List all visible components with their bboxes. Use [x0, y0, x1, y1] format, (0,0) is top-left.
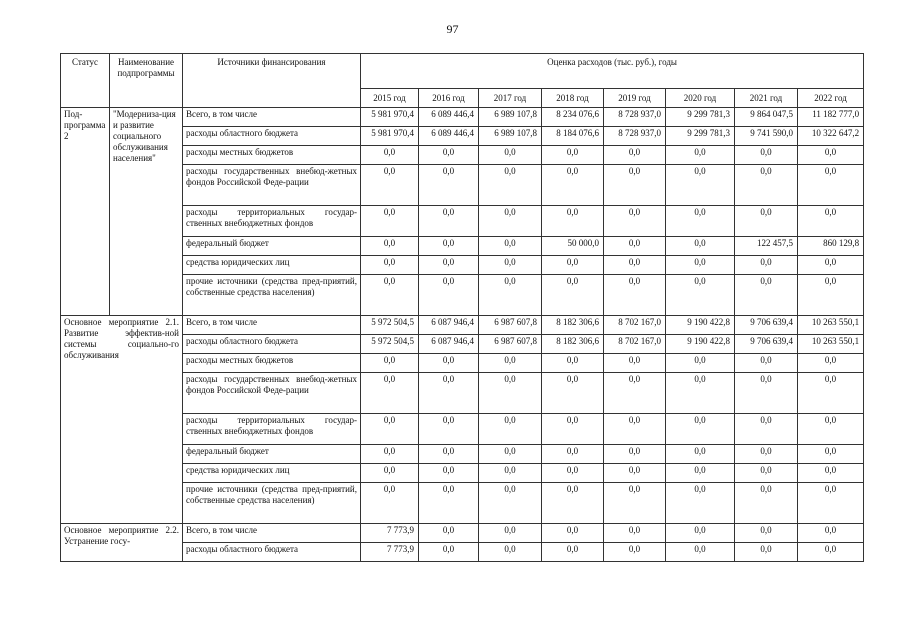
- value-cell: 9 706 639,4: [735, 335, 798, 354]
- value-cell: 8 702 167,0: [604, 316, 666, 335]
- value-cell: 0,0: [735, 464, 798, 483]
- value-cell: 0,0: [479, 165, 542, 206]
- value-cell: 0,0: [419, 464, 479, 483]
- header-sources: Источники финансирования: [183, 54, 361, 108]
- value-cell: 0,0: [604, 543, 666, 562]
- value-cell: 0,0: [666, 165, 735, 206]
- value-cell: 7 773,9: [361, 524, 419, 543]
- header-year: 2016 год: [419, 89, 479, 108]
- value-cell: 0,0: [419, 146, 479, 165]
- value-cell: 0,0: [419, 165, 479, 206]
- source-cell: прочие источники (средства пред-приятий, собственные средства населения): [183, 275, 361, 316]
- value-cell: 0,0: [735, 256, 798, 275]
- header-year: 2017 год: [479, 89, 542, 108]
- value-cell: 0,0: [542, 146, 604, 165]
- source-cell: расходы территориальных государ-ственных внебюджетных фондов: [183, 414, 361, 445]
- value-cell: 0,0: [542, 524, 604, 543]
- value-cell: 0,0: [542, 464, 604, 483]
- value-cell: 0,0: [666, 524, 735, 543]
- source-cell: расходы государственных внебюд-жетных фондов Российской Феде-рации: [183, 165, 361, 206]
- header-year: 2015 год: [361, 89, 419, 108]
- status-cell: Основное мероприятие 2.2. Устранение госу-: [61, 524, 183, 562]
- value-cell: 0,0: [666, 483, 735, 524]
- source-cell: Всего, в том числе: [183, 316, 361, 335]
- value-cell: 0,0: [666, 464, 735, 483]
- value-cell: 8 182 306,6: [542, 335, 604, 354]
- value-cell: 0,0: [542, 483, 604, 524]
- value-cell: 0,0: [798, 464, 864, 483]
- value-cell: 0,0: [666, 237, 735, 256]
- value-cell: 0,0: [604, 354, 666, 373]
- value-cell: 0,0: [735, 354, 798, 373]
- source-cell: прочие источники (средства пред-приятий, собственные средства населения): [183, 483, 361, 524]
- value-cell: 0,0: [604, 165, 666, 206]
- value-cell: 860 129,8: [798, 237, 864, 256]
- value-cell: 0,0: [479, 445, 542, 464]
- header-year: 2019 год: [604, 89, 666, 108]
- header-year: 2018 год: [542, 89, 604, 108]
- value-cell: 0,0: [542, 543, 604, 562]
- value-cell: 0,0: [798, 354, 864, 373]
- source-cell: Всего, в том числе: [183, 108, 361, 127]
- value-cell: 0,0: [798, 373, 864, 414]
- source-cell: средства юридических лиц: [183, 256, 361, 275]
- status-cell: Под-программа 2: [61, 108, 110, 316]
- subprogram-name-cell: "Модерниза-ция и развитие социального обслуживания населения": [110, 108, 183, 316]
- value-cell: 0,0: [419, 524, 479, 543]
- value-cell: 0,0: [542, 373, 604, 414]
- value-cell: 5 972 504,5: [361, 335, 419, 354]
- value-cell: 10 263 550,1: [798, 335, 864, 354]
- value-cell: 9 741 590,0: [735, 127, 798, 146]
- value-cell: 50 000,0: [542, 237, 604, 256]
- value-cell: 0,0: [666, 206, 735, 237]
- value-cell: 0,0: [666, 256, 735, 275]
- value-cell: 0,0: [735, 483, 798, 524]
- value-cell: 6 087 946,4: [419, 316, 479, 335]
- value-cell: 0,0: [361, 275, 419, 316]
- source-cell: федеральный бюджет: [183, 445, 361, 464]
- source-cell: расходы областного бюджета: [183, 543, 361, 562]
- value-cell: 122 457,5: [735, 237, 798, 256]
- value-cell: 0,0: [361, 146, 419, 165]
- value-cell: 0,0: [361, 237, 419, 256]
- value-cell: 6 987 607,8: [479, 335, 542, 354]
- value-cell: 8 184 076,6: [542, 127, 604, 146]
- value-cell: 8 182 306,6: [542, 316, 604, 335]
- source-cell: расходы государственных внебюд-жетных фондов Российской Феде-рации: [183, 373, 361, 414]
- value-cell: 0,0: [735, 543, 798, 562]
- value-cell: 6 989 107,8: [479, 108, 542, 127]
- value-cell: 0,0: [604, 256, 666, 275]
- value-cell: 0,0: [479, 275, 542, 316]
- value-cell: 0,0: [798, 445, 864, 464]
- value-cell: 0,0: [361, 414, 419, 445]
- value-cell: 9 299 781,3: [666, 108, 735, 127]
- value-cell: 0,0: [735, 146, 798, 165]
- header-status: Статус: [61, 54, 110, 108]
- value-cell: 0,0: [735, 165, 798, 206]
- value-cell: 0,0: [542, 256, 604, 275]
- value-cell: 0,0: [798, 165, 864, 206]
- value-cell: 0,0: [361, 354, 419, 373]
- source-cell: расходы местных бюджетов: [183, 354, 361, 373]
- source-cell: расходы местных бюджетов: [183, 146, 361, 165]
- value-cell: 9 190 422,8: [666, 335, 735, 354]
- value-cell: 0,0: [542, 445, 604, 464]
- value-cell: 0,0: [479, 354, 542, 373]
- value-cell: 0,0: [604, 206, 666, 237]
- source-cell: средства юридических лиц: [183, 464, 361, 483]
- source-cell: расходы территориальных государ-ственных внебюджетных фондов: [183, 206, 361, 237]
- table-row: [61, 524, 864, 543]
- source-cell: расходы областного бюджета: [183, 127, 361, 146]
- value-cell: 5 981 970,4: [361, 127, 419, 146]
- value-cell: 10 322 647,2: [798, 127, 864, 146]
- value-cell: 0,0: [419, 445, 479, 464]
- value-cell: 6 087 946,4: [419, 335, 479, 354]
- header-name: Наименование подпрограммы: [110, 54, 183, 108]
- value-cell: 0,0: [419, 414, 479, 445]
- header-year: 2020 год: [666, 89, 735, 108]
- header-year: 2022 год: [798, 89, 864, 108]
- header-year: 2021 год: [735, 89, 798, 108]
- value-cell: 0,0: [419, 237, 479, 256]
- value-cell: 0,0: [479, 373, 542, 414]
- value-cell: 6 987 607,8: [479, 316, 542, 335]
- value-cell: 6 089 446,4: [419, 108, 479, 127]
- source-cell: расходы областного бюджета: [183, 335, 361, 354]
- value-cell: 0,0: [361, 483, 419, 524]
- value-cell: 0,0: [604, 146, 666, 165]
- value-cell: 0,0: [604, 275, 666, 316]
- value-cell: 0,0: [798, 275, 864, 316]
- value-cell: 0,0: [361, 373, 419, 414]
- value-cell: 0,0: [479, 464, 542, 483]
- value-cell: 0,0: [604, 414, 666, 445]
- value-cell: 0,0: [604, 373, 666, 414]
- value-cell: 0,0: [419, 256, 479, 275]
- value-cell: 9 706 639,4: [735, 316, 798, 335]
- value-cell: 6 989 107,8: [479, 127, 542, 146]
- value-cell: 0,0: [419, 275, 479, 316]
- value-cell: 0,0: [419, 483, 479, 524]
- value-cell: 0,0: [604, 445, 666, 464]
- value-cell: 0,0: [798, 414, 864, 445]
- value-cell: 8 728 937,0: [604, 108, 666, 127]
- value-cell: 7 773,9: [361, 543, 419, 562]
- value-cell: 0,0: [735, 373, 798, 414]
- value-cell: 0,0: [361, 206, 419, 237]
- value-cell: 0,0: [419, 206, 479, 237]
- page-number: 97: [446, 22, 459, 36]
- value-cell: 0,0: [666, 275, 735, 316]
- value-cell: 0,0: [798, 206, 864, 237]
- value-cell: 0,0: [479, 414, 542, 445]
- value-cell: 10 263 550,1: [798, 316, 864, 335]
- value-cell: 8 728 937,0: [604, 127, 666, 146]
- value-cell: 0,0: [361, 445, 419, 464]
- value-cell: 0,0: [419, 373, 479, 414]
- value-cell: 0,0: [798, 543, 864, 562]
- value-cell: 0,0: [798, 256, 864, 275]
- value-cell: 5 972 504,5: [361, 316, 419, 335]
- header-estimate: Оценка расходов (тыс. руб.), годы: [361, 54, 864, 89]
- value-cell: 0,0: [479, 256, 542, 275]
- value-cell: 0,0: [419, 543, 479, 562]
- value-cell: 0,0: [361, 464, 419, 483]
- value-cell: 0,0: [666, 373, 735, 414]
- value-cell: 9 864 047,5: [735, 108, 798, 127]
- value-cell: 0,0: [666, 445, 735, 464]
- value-cell: 0,0: [479, 146, 542, 165]
- value-cell: 0,0: [604, 237, 666, 256]
- value-cell: 0,0: [735, 206, 798, 237]
- value-cell: 0,0: [479, 206, 542, 237]
- value-cell: 0,0: [798, 483, 864, 524]
- value-cell: 0,0: [798, 146, 864, 165]
- source-cell: Всего, в том числе: [183, 524, 361, 543]
- value-cell: 0,0: [798, 524, 864, 543]
- value-cell: 11 182 777,0: [798, 108, 864, 127]
- value-cell: 0,0: [479, 543, 542, 562]
- value-cell: 0,0: [604, 464, 666, 483]
- value-cell: 0,0: [666, 146, 735, 165]
- value-cell: 9 299 781,3: [666, 127, 735, 146]
- value-cell: 0,0: [666, 543, 735, 562]
- value-cell: 0,0: [735, 445, 798, 464]
- value-cell: 0,0: [542, 165, 604, 206]
- value-cell: 8 234 076,6: [542, 108, 604, 127]
- value-cell: 0,0: [419, 354, 479, 373]
- table-row: [61, 316, 864, 335]
- value-cell: 0,0: [479, 237, 542, 256]
- value-cell: 0,0: [479, 483, 542, 524]
- source-cell: федеральный бюджет: [183, 237, 361, 256]
- value-cell: 0,0: [604, 524, 666, 543]
- value-cell: 0,0: [542, 414, 604, 445]
- value-cell: 8 702 167,0: [604, 335, 666, 354]
- value-cell: 0,0: [361, 256, 419, 275]
- value-cell: 0,0: [542, 206, 604, 237]
- value-cell: 9 190 422,8: [666, 316, 735, 335]
- table-row: [61, 108, 864, 127]
- value-cell: 6 089 446,4: [419, 127, 479, 146]
- value-cell: 0,0: [361, 165, 419, 206]
- value-cell: 0,0: [666, 354, 735, 373]
- value-cell: 0,0: [604, 483, 666, 524]
- value-cell: 0,0: [735, 414, 798, 445]
- financing-table: [60, 53, 864, 562]
- value-cell: 5 981 970,4: [361, 108, 419, 127]
- status-cell: Основное мероприятие 2.1. Развитие эффектив-ной системы социально-го обслуживания: [61, 316, 183, 524]
- value-cell: 0,0: [735, 275, 798, 316]
- value-cell: 0,0: [542, 354, 604, 373]
- value-cell: 0,0: [479, 524, 542, 543]
- value-cell: 0,0: [666, 414, 735, 445]
- value-cell: 0,0: [735, 524, 798, 543]
- value-cell: 0,0: [542, 275, 604, 316]
